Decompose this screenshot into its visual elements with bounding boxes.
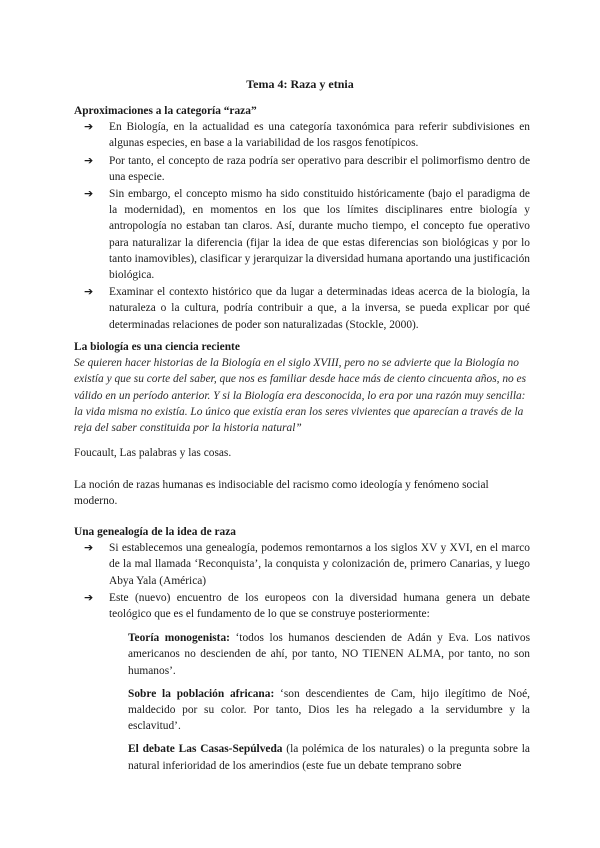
- section-heading: La biología es una ciencia reciente: [74, 341, 240, 353]
- section-heading: Una genealogía de la idea de raza: [74, 526, 236, 538]
- foucault-quote: Se quieren hacer historias de la Biología en el siglo XVIII, pero no se advierte que la Biología no existía y que su corte del saber, que nos es familiar desde hace más de ciento cincuenta años, no es válido en un período anterior. Y si la Biología era desconocida, lo era por una razón muy sencilla: la vida misma no existía. Lo único que existía eran los seres vivientes que aparecían a través de la reja del saber constituida por la historia natural”: [74, 357, 527, 435]
- list-item: ➔ Sin embargo, el concepto mismo ha sido constituido históricamente (bajo el paradigma de la modernidad), en momentos en los que los límites disciplinares entre biología y antropología no estaban tan claros. Así, durante mucho tiempo, el concepto fue operativo para naturalizar la diferencia (fijar la idea de que estas diferencias son biológicas y por lo tanto inamovibles), clasificar y jerarquizar la diversidad humana aportando una justificación biológica.: [84, 187, 530, 282]
- arrow-bullet-icon: ➔: [84, 285, 94, 299]
- section-heading: Aproximaciones a la categoría “raza”: [74, 105, 257, 117]
- list-item: ➔ Examinar el contexto histórico que da lugar a determinadas ideas acerca de la biología, la naturaleza o la cultura, podría contribuir a que, a la inversa, se pueda explicar por qué determinadas relaciones de poder son naturalizadas (Stockle, 2000).: [84, 285, 530, 331]
- arrow-bullet-icon: ➔: [84, 541, 94, 555]
- page-title: Tema 4: Raza y etnia: [246, 77, 354, 91]
- racism-paragraph-block: [74, 477, 530, 509]
- section-genealogia: [74, 524, 530, 781]
- section-aproximaciones: [74, 103, 530, 334]
- racism-paragraph: La noción de razas humanas es indisociable del racismo como ideología y fenómeno social moderno.: [74, 479, 489, 508]
- list-item: ➔ Si establecemos una genealogía, podemos remontarnos a los siglos XV y XVI, en el marco de la mal llamada ‘Reconquista’, la conquista y colonización de, primero Canarias, y luego Abya Yala (América): [84, 541, 530, 587]
- arrow-bullet-icon: ➔: [84, 120, 94, 134]
- section-biologia: [74, 339, 530, 436]
- teoria-monogenista-item: Teoría monogenista: ‘todos los humanos descienden de Adán y Eva. Los nativos americanos no descienden de ahí, por tanto, NO TIENEN ALMA, por tanto, no son humanos’.: [128, 632, 530, 677]
- bullet-list: [74, 119, 530, 333]
- quote-attribution-block: [74, 445, 530, 461]
- arrow-bullet-icon: ➔: [84, 590, 94, 604]
- list-item: ➔ En Biología, en la actualidad es una categoría taxonómica para referir subdivisiones en algunas especies, en base a la variabilidad de los rasgos fenotípicos.: [84, 120, 530, 150]
- poblacion-africana-item: Sobre la población africana: ‘son descendientes de Cam, hijo ilegítimo de Noé, maldecido por su color. Por tanto, Dios les ha relegado a la servidumbre y la esclavitud’.: [128, 687, 530, 733]
- list-item: ➔ Por tanto, el concepto de raza podría ser operativo para describir el polimorfismo dentro de una especie.: [84, 153, 530, 183]
- bullet-list: [74, 540, 530, 622]
- debate-las-casas-item: El debate Las Casas-Sepúlveda (la polémica de los naturales) o la pregunta sobre la natural inferioridad de los amerindios (este fue un debate temprano sobre: [128, 743, 530, 772]
- list-item: ➔ Este (nuevo) encuentro de los europeos con la diversidad humana genera un debate teológico que es el fundamento de lo que se construye posteriormente:: [84, 590, 530, 621]
- arrow-bullet-icon: ➔: [84, 153, 94, 167]
- quote-attribution: Foucault, Las palabras y las cosas.: [74, 447, 232, 459]
- arrow-bullet-icon: ➔: [84, 187, 94, 201]
